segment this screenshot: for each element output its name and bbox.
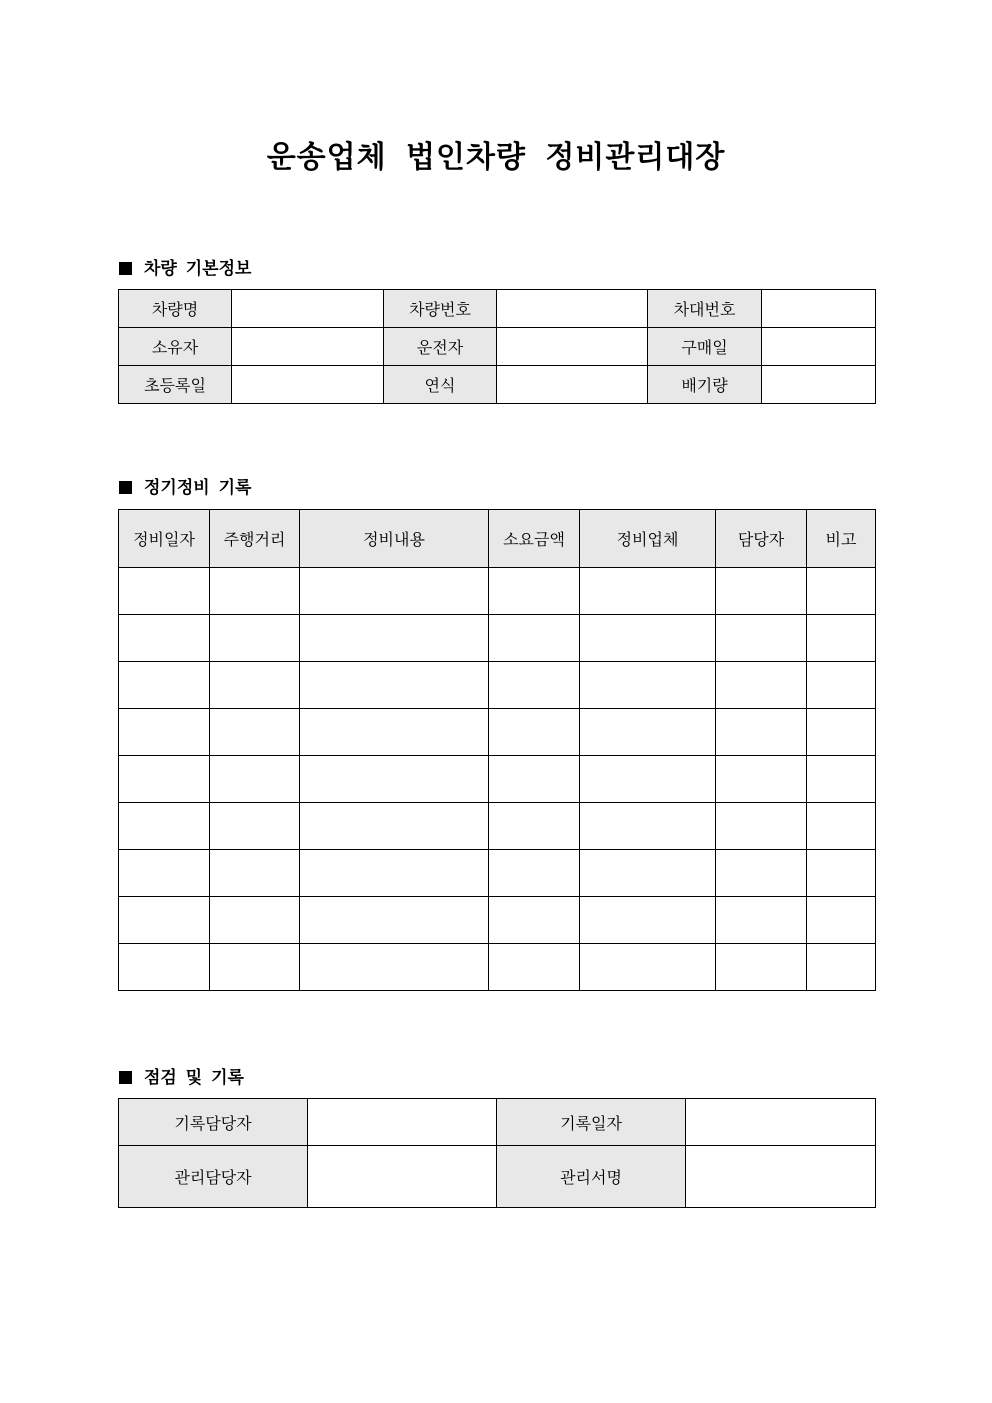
cell-remarks[interactable]	[807, 944, 876, 991]
field-first-registration[interactable]	[232, 366, 384, 404]
column-header-date: 정비일자	[119, 510, 210, 568]
square-bullet-icon	[119, 1071, 132, 1084]
cell-shop[interactable]	[580, 615, 716, 662]
label-vehicle-name: 차량명	[119, 290, 232, 328]
table-row	[119, 328, 876, 366]
cell-manager[interactable]	[716, 615, 807, 662]
cell-date[interactable]	[119, 709, 210, 756]
cell-remarks[interactable]	[807, 850, 876, 897]
cell-manager[interactable]	[716, 662, 807, 709]
table-row	[119, 568, 876, 615]
label-owner: 소유자	[119, 328, 232, 366]
cell-mileage[interactable]	[210, 803, 300, 850]
field-record-manager[interactable]	[308, 1099, 497, 1146]
section-heading-maintenance-text: 정기정비 기록	[144, 478, 252, 498]
cell-content[interactable]	[300, 709, 489, 756]
field-chassis-number[interactable]	[762, 290, 876, 328]
cell-mileage[interactable]	[210, 897, 300, 944]
cell-shop[interactable]	[580, 897, 716, 944]
cell-content[interactable]	[300, 897, 489, 944]
table-row	[119, 756, 876, 803]
cell-cost[interactable]	[489, 615, 580, 662]
table-row	[119, 1099, 876, 1146]
cell-mileage[interactable]	[210, 568, 300, 615]
column-header-cost: 소요금액	[489, 510, 580, 568]
cell-date[interactable]	[119, 850, 210, 897]
cell-remarks[interactable]	[807, 756, 876, 803]
cell-shop[interactable]	[580, 850, 716, 897]
cell-shop[interactable]	[580, 568, 716, 615]
cell-mileage[interactable]	[210, 709, 300, 756]
label-vehicle-number: 차량번호	[384, 290, 497, 328]
table-row	[119, 709, 876, 756]
field-displacement[interactable]	[762, 366, 876, 404]
cell-content[interactable]	[300, 803, 489, 850]
cell-cost[interactable]	[489, 850, 580, 897]
field-record-date[interactable]	[686, 1099, 876, 1146]
cell-date[interactable]	[119, 803, 210, 850]
field-owner[interactable]	[232, 328, 384, 366]
maintenance-record-body	[119, 568, 876, 991]
label-purchase-date: 구매일	[648, 328, 762, 366]
cell-date[interactable]	[119, 756, 210, 803]
cell-manager[interactable]	[716, 944, 807, 991]
column-header-content: 정비내용	[300, 510, 489, 568]
table-row	[119, 803, 876, 850]
cell-cost[interactable]	[489, 944, 580, 991]
label-first-registration: 초등록일	[119, 366, 232, 404]
cell-shop[interactable]	[580, 756, 716, 803]
field-purchase-date[interactable]	[762, 328, 876, 366]
column-header-shop: 정비업체	[580, 510, 716, 568]
table-row	[119, 662, 876, 709]
section-heading-basic	[119, 254, 251, 279]
field-admin-manager[interactable]	[308, 1146, 497, 1208]
cell-cost[interactable]	[489, 568, 580, 615]
cell-manager[interactable]	[716, 756, 807, 803]
square-bullet-icon	[119, 481, 132, 494]
cell-mileage[interactable]	[210, 662, 300, 709]
column-header-remarks: 비고	[807, 510, 876, 568]
section-heading-maintenance	[119, 473, 251, 498]
field-driver[interactable]	[497, 328, 648, 366]
table-row	[119, 366, 876, 404]
table-row	[119, 850, 876, 897]
label-displacement: 배기량	[648, 366, 762, 404]
cell-mileage[interactable]	[210, 850, 300, 897]
field-vehicle-name[interactable]	[232, 290, 384, 328]
label-chassis-number: 차대번호	[648, 290, 762, 328]
label-model-year: 연식	[384, 366, 497, 404]
cell-cost[interactable]	[489, 709, 580, 756]
label-admin-manager: 관리담당자	[119, 1146, 308, 1208]
cell-remarks[interactable]	[807, 803, 876, 850]
cell-mileage[interactable]	[210, 944, 300, 991]
cell-cost[interactable]	[489, 803, 580, 850]
cell-content[interactable]	[300, 850, 489, 897]
column-header-mileage: 주행거리	[210, 510, 300, 568]
cell-content[interactable]	[300, 615, 489, 662]
field-vehicle-number[interactable]	[497, 290, 648, 328]
label-admin-signature: 관리서명	[497, 1146, 686, 1208]
cell-shop[interactable]	[580, 662, 716, 709]
maintenance-record-table	[118, 509, 876, 991]
cell-shop[interactable]	[580, 709, 716, 756]
field-model-year[interactable]	[497, 366, 648, 404]
cell-cost[interactable]	[489, 662, 580, 709]
cell-manager[interactable]	[716, 803, 807, 850]
cell-date[interactable]	[119, 615, 210, 662]
cell-content[interactable]	[300, 662, 489, 709]
cell-mileage[interactable]	[210, 615, 300, 662]
section-heading-inspection-text: 점검 및 기록	[144, 1068, 244, 1088]
cell-remarks[interactable]	[807, 568, 876, 615]
cell-manager[interactable]	[716, 709, 807, 756]
label-record-manager: 기록담당자	[119, 1099, 308, 1146]
cell-manager[interactable]	[716, 568, 807, 615]
cell-content[interactable]	[300, 944, 489, 991]
cell-date[interactable]	[119, 944, 210, 991]
cell-remarks[interactable]	[807, 709, 876, 756]
table-row	[119, 1146, 876, 1208]
cell-cost[interactable]	[489, 756, 580, 803]
label-driver: 운전자	[384, 328, 497, 366]
table-row	[119, 615, 876, 662]
cell-date[interactable]	[119, 662, 210, 709]
cell-mileage[interactable]	[210, 756, 300, 803]
table-row	[119, 944, 876, 991]
column-header-manager: 담당자	[716, 510, 807, 568]
cell-shop[interactable]	[580, 803, 716, 850]
section-heading-inspection	[119, 1063, 244, 1088]
cell-remarks[interactable]	[807, 615, 876, 662]
label-record-date: 기록일자	[497, 1099, 686, 1146]
field-admin-signature[interactable]	[686, 1146, 876, 1208]
cell-date[interactable]	[119, 897, 210, 944]
cell-shop[interactable]	[580, 944, 716, 991]
cell-remarks[interactable]	[807, 662, 876, 709]
cell-content[interactable]	[300, 568, 489, 615]
vehicle-basic-info-table	[118, 289, 876, 404]
table-row	[119, 290, 876, 328]
inspection-record-table	[118, 1098, 876, 1208]
table-row	[119, 897, 876, 944]
cell-cost[interactable]	[489, 897, 580, 944]
cell-remarks[interactable]	[807, 897, 876, 944]
table-header-row	[119, 510, 876, 568]
cell-content[interactable]	[300, 756, 489, 803]
cell-manager[interactable]	[716, 897, 807, 944]
document-title: 운송업체 법인차량 정비관리대장	[266, 140, 726, 175]
square-bullet-icon	[119, 262, 132, 275]
cell-manager[interactable]	[716, 850, 807, 897]
cell-date[interactable]	[119, 568, 210, 615]
section-heading-basic-text: 차량 기본정보	[144, 259, 252, 279]
